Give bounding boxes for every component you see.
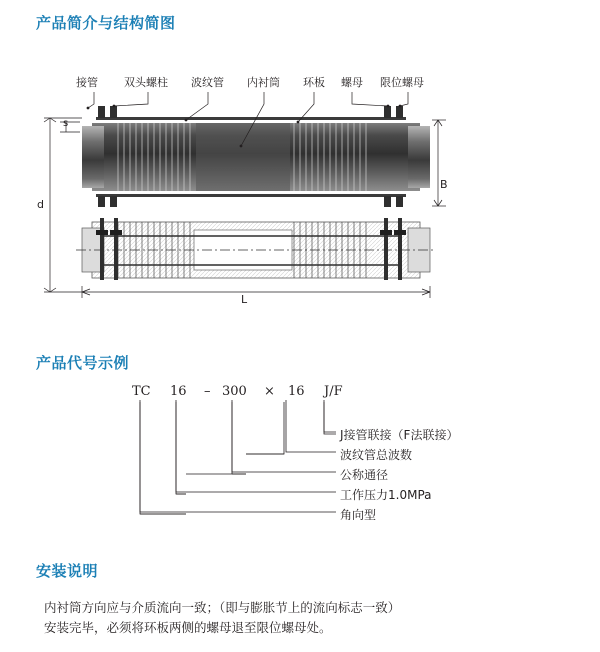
code-desc-4: 角向型 <box>340 508 377 522</box>
dimension-d: d <box>37 198 44 211</box>
code-example-diagram <box>36 380 566 540</box>
code-desc-0: J接管联接（F法联接） <box>340 428 459 442</box>
callout-label-6: 限位螺母 <box>380 76 424 89</box>
code-token-0: TC <box>132 384 151 399</box>
dimension-L: L <box>241 293 248 306</box>
callout-label-0: 接管 <box>76 76 98 89</box>
section-title-structure: 产品简介与结构简图 <box>36 14 176 32</box>
code-token-2: – <box>204 384 211 399</box>
install-line-2: 安装完毕，必须将环板两侧的螺母退至限位螺母处。 <box>44 620 332 635</box>
callout-label-3: 内衬筒 <box>247 76 280 89</box>
install-line-1: 内衬筒方向应与介质流向一致；（即与膨胀节上的流向标志一致） <box>44 600 401 615</box>
callout-label-4: 环板 <box>303 76 325 89</box>
code-token-4: × <box>264 384 275 399</box>
section-title-code: 产品代号示例 <box>36 354 130 372</box>
code-token-5: 16 <box>288 384 305 399</box>
install-instructions <box>44 598 564 638</box>
code-token-3: 300 <box>222 384 247 399</box>
code-desc-2: 公称通径 <box>340 468 389 482</box>
dimension-B: B <box>440 178 448 191</box>
code-token-1: 16 <box>170 384 187 399</box>
code-desc-3: 工作压力1.0MPa <box>340 488 432 502</box>
code-token-6: J/F <box>324 384 343 399</box>
section-title-install: 安装说明 <box>36 562 99 580</box>
structure-diagram <box>36 60 566 306</box>
code-desc-1: 波纹管总波数 <box>340 448 413 462</box>
callout-label-5: 螺母 <box>341 76 363 89</box>
dimension-s: s <box>63 118 69 129</box>
callout-label-2: 波纹管 <box>191 76 224 89</box>
callout-label-1: 双头螺柱 <box>124 76 168 89</box>
